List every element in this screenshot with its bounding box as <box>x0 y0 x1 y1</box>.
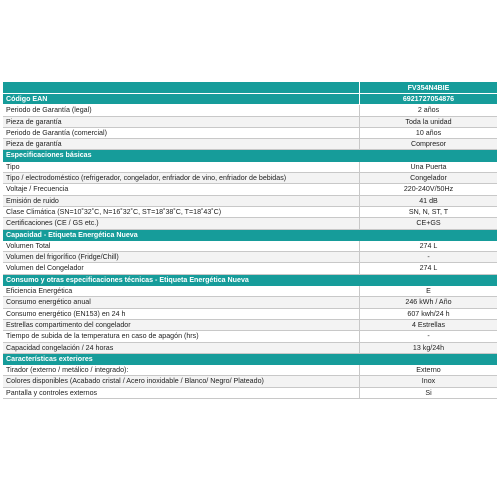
model-header-label <box>3 82 360 93</box>
spec-row <box>3 218 497 229</box>
spec-label: Estrellas compartimento del congelador <box>3 320 360 330</box>
spec-label: Eficiencia Energética <box>3 286 360 296</box>
spec-value: Si <box>425 388 432 397</box>
spec-value: 246 kWh / Año <box>405 298 452 307</box>
section-header-consumption: Consumo y otras especificaciones técnicas - Etiqueta Energética Nueva <box>3 275 497 286</box>
spec-value: Externo <box>416 366 441 375</box>
spec-row <box>3 297 497 308</box>
spec-row <box>3 376 497 387</box>
spec-value: 2 años <box>417 106 440 115</box>
spec-value: - <box>427 253 430 262</box>
spec-row <box>3 309 497 320</box>
spec-row <box>3 196 497 207</box>
section-header-basic-specs: Especificaciones básicas <box>3 150 497 161</box>
spec-label: Voltaje / Frecuencia <box>3 184 360 194</box>
spec-label: Tirador (externo / metálico / integrado): <box>3 365 360 375</box>
warranty-group <box>3 105 497 150</box>
section-header-exterior: Características exteriores <box>3 354 497 365</box>
spec-value: 10 años <box>415 128 442 137</box>
spec-row <box>3 162 497 173</box>
ean-label: Código EAN <box>3 94 360 104</box>
spec-label: Tipo <box>3 162 360 172</box>
spec-label: Tipo / electrodoméstico (refrigerador, congelador, enfriador de vino, enfriador de bebidas) <box>3 173 360 183</box>
spec-value: 220-240V/50Hz <box>403 185 454 194</box>
spec-label: Consumo energético (EN153) en 24 h <box>3 309 360 319</box>
spec-value: Toda la unidad <box>405 117 452 126</box>
spec-value: 607 kwh/24 h <box>407 309 450 318</box>
spec-value: CE+GS <box>416 219 441 228</box>
spec-value: 274 L <box>419 264 438 273</box>
spec-label: Pieza de garantía <box>3 117 360 127</box>
spec-label: Capacidad congelación / 24 horas <box>3 343 360 353</box>
spec-value: - <box>427 332 430 341</box>
spec-value: 41 dB <box>419 196 438 205</box>
spec-label: Volumen Total <box>3 241 360 251</box>
spec-label: Certificaciones (CE / GS etc.) <box>3 218 360 228</box>
spec-value: Inox <box>421 377 436 386</box>
spec-value: 13 kg/24h <box>412 343 445 352</box>
spec-row <box>3 365 497 376</box>
spec-row <box>3 320 497 331</box>
spec-row <box>3 241 497 252</box>
spec-row <box>3 343 497 354</box>
spec-row <box>3 128 497 139</box>
spec-label: Volumen del Congelador <box>3 263 360 273</box>
ean-row <box>3 94 497 105</box>
spec-label: Periodo de Garantía (legal) <box>3 105 360 115</box>
spec-value: Congelador <box>410 174 447 183</box>
spec-value: Una Puerta <box>410 162 447 171</box>
spec-row <box>3 117 497 128</box>
model-header-row <box>3 82 497 94</box>
spec-label: Volumen del frigorífico (Fridge/Chill) <box>3 252 360 262</box>
spec-value: SN, N, ST, T <box>408 207 449 216</box>
spec-row <box>3 286 497 297</box>
spec-sheet <box>3 82 497 399</box>
spec-row <box>3 331 497 342</box>
spec-value: 4 Estrellas <box>411 320 446 329</box>
spec-label: Clase Climática (SN=10˚32˚C, N=16˚32˚C, ST=18˚38˚C, T=18˚43˚C) <box>3 207 360 217</box>
spec-row <box>3 388 497 399</box>
spec-label: Emisión de ruido <box>3 196 360 206</box>
spec-label: Pantalla y controles externos <box>3 388 360 398</box>
model-code: FV354N4BIE <box>407 84 450 92</box>
spec-row <box>3 207 497 218</box>
spec-value: E <box>426 287 431 296</box>
spec-row <box>3 252 497 263</box>
spec-row <box>3 173 497 184</box>
spec-label: Pieza de garantía <box>3 139 360 149</box>
section-header-capacity: Capacidad - Etiqueta Energética Nueva <box>3 230 497 241</box>
spec-row <box>3 263 497 274</box>
spec-row <box>3 105 497 116</box>
ean-value: 6921727054876 <box>402 95 455 103</box>
spec-row <box>3 184 497 195</box>
spec-value: Compresor <box>410 140 447 149</box>
spec-label: Tiempo de subida de la temperatura en caso de apagón (hrs) <box>3 331 360 341</box>
spec-label: Periodo de Garantía (comercial) <box>3 128 360 138</box>
spec-value: 274 L <box>419 241 438 250</box>
spec-label: Consumo energético anual <box>3 297 360 307</box>
spec-row <box>3 139 497 150</box>
spec-label: Colores disponibles (Acabado cristal / Acero inoxidable / Blanco/ Negro/ Plateado) <box>3 376 360 386</box>
